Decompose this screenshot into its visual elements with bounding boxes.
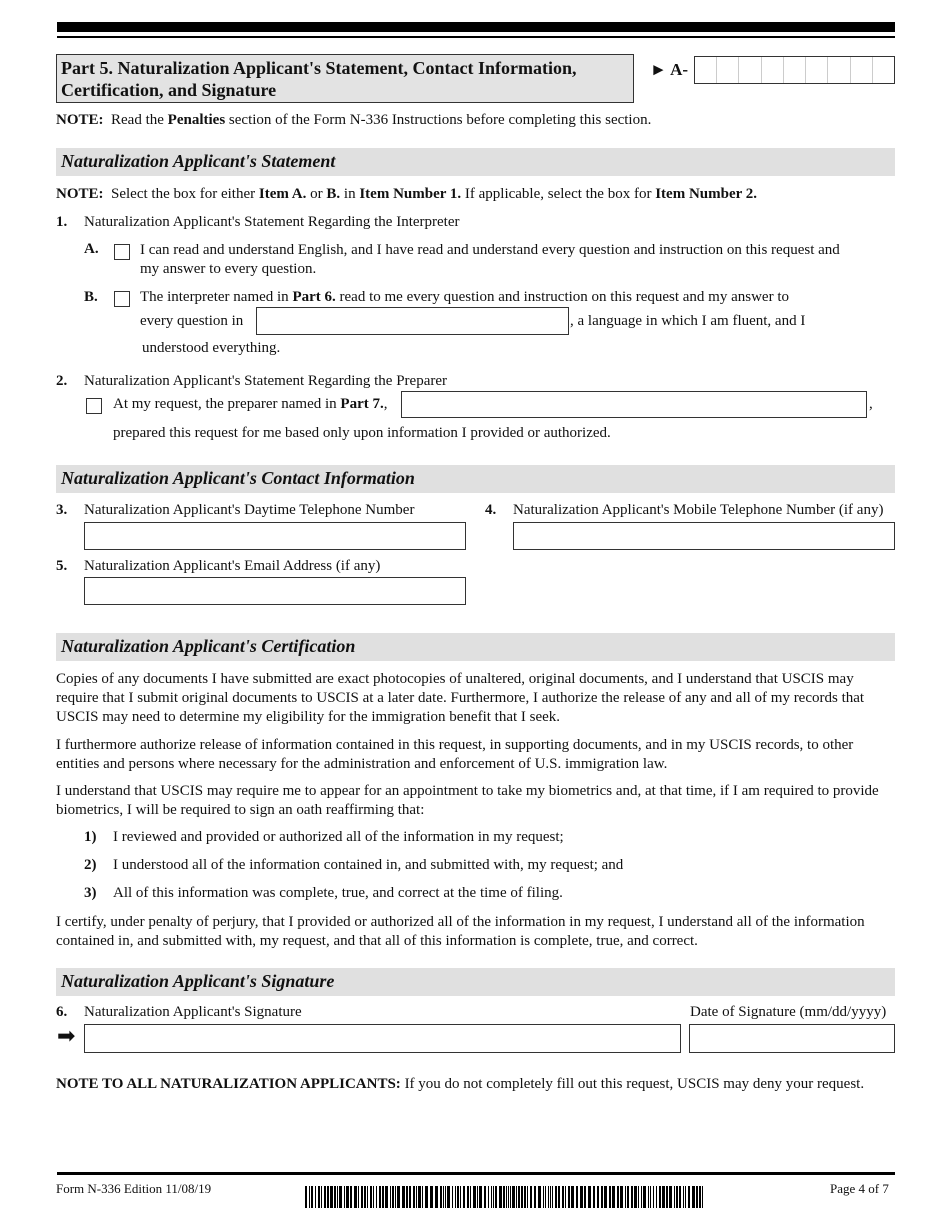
item-5-number: 5. xyxy=(56,558,68,574)
certification-paragraph-3: I understand that USCIS may require me to appear for an appointment to take my biometrics and, at that time, if I am required to provide biometrics, I will be required to sign an oath reaffirming that: xyxy=(56,783,879,818)
certification-paragraph-2: I furthermore authorize release of information contained in this request, in supporting documents, and in my USCIS records, to other entities and persons where necessary for the administration and enforcement of U.S. immigration law. xyxy=(56,737,854,772)
preparer-name-input[interactable] xyxy=(401,391,867,418)
top-rule-thin xyxy=(57,36,895,38)
arrow-right-icon: ➡ xyxy=(57,1023,76,1048)
section-statement-heading: Naturalization Applicant's Statement xyxy=(56,148,895,176)
item-1b-text-line3: understood everything. xyxy=(142,340,281,356)
section-certification-heading: Naturalization Applicant's Certification xyxy=(56,633,895,661)
part-5-title: Part 5. Naturalization Applicant's Statement, Contact Information, Certification, and Signature xyxy=(56,54,634,103)
mobile-phone-input[interactable] xyxy=(513,522,895,550)
item-1b-text-line2a: every question in xyxy=(140,313,244,329)
item-1b-text-line1: The interpreter named in Part 6. read to me every question and instruction on this request and my answer to xyxy=(140,289,789,305)
item-2-comma: , xyxy=(869,396,873,412)
item-1a-checkbox[interactable] xyxy=(114,244,130,260)
item-4-label: Naturalization Applicant's Mobile Telephone Number (if any) xyxy=(513,502,884,518)
oath-item-2-text: I understood all of the information contained in, and submitted with, my request; and xyxy=(113,857,624,873)
intro-note: NOTE: Read the Penalties section of the Form N-336 Instructions before completing this section. xyxy=(56,112,652,128)
item-4-number: 4. xyxy=(485,502,497,518)
final-note: NOTE TO ALL NATURALIZATION APPLICANTS: If you do not completely fill out this request, USCIS may deny your request. xyxy=(56,1076,865,1092)
a-number-input[interactable] xyxy=(694,56,895,84)
item-2-label: Naturalization Applicant's Statement Regarding the Preparer xyxy=(84,373,448,389)
statement-note: NOTE: Select the box for either Item A. or B. in Item Number 1. If applicable, select the box for Item Number 2. xyxy=(56,186,758,202)
oath-item-1-text: I reviewed and provided or authorized all of the information in my request; xyxy=(113,829,564,845)
date-of-signature-label: Date of Signature (mm/dd/yyyy) xyxy=(690,1004,887,1020)
oath-item-1-number: 1) xyxy=(84,829,97,845)
oath-item-3-text: All of this information was complete, true, and correct at the time of filing. xyxy=(113,885,563,901)
item-1a-letter: A. xyxy=(84,241,99,257)
item-1b-checkbox[interactable] xyxy=(114,291,130,307)
top-rule-thick xyxy=(57,22,895,32)
item-1-label: Naturalization Applicant's Statement Regarding the Interpreter xyxy=(84,214,460,230)
date-of-signature-input[interactable] xyxy=(689,1024,895,1053)
item-2-checkbox[interactable] xyxy=(86,398,102,414)
page-number: Page 4 of 7 xyxy=(830,1181,889,1196)
email-input[interactable] xyxy=(84,577,466,605)
item-2-text: At my request, the preparer named in Part 7., xyxy=(113,396,388,412)
item-5-label: Naturalization Applicant's Email Address (if any) xyxy=(84,558,381,574)
certification-paragraph-4: I certify, under penalty of perjury, that I provided or authorized all of the information in my request, I understand all of the information contained in, and submitted with, my request, and that all of this information is complete, true, and correct. xyxy=(56,914,865,949)
item-3-number: 3. xyxy=(56,502,68,518)
oath-item-2-number: 2) xyxy=(84,857,97,873)
item-6-label: Naturalization Applicant's Signature xyxy=(84,1004,302,1020)
certification-paragraph-1: Copies of any documents I have submitted are exact photocopies of unaltered, original documents, and I understand that USCIS may require that I submit original documents to USCIS at a later date. Furthermore, I authorize the release of any and all of my records that USCIS may need to determine my eligibility for the immigration benefit that I seek. xyxy=(56,671,865,725)
item-1-number: 1. xyxy=(56,214,68,230)
item-3-label: Naturalization Applicant's Daytime Telephone Number xyxy=(84,502,415,518)
daytime-phone-input[interactable] xyxy=(84,522,466,550)
item-1b-letter: B. xyxy=(84,289,98,305)
section-signature-heading: Naturalization Applicant's Signature xyxy=(56,968,895,996)
form-edition: Form N-336 Edition 11/08/19 xyxy=(56,1181,212,1196)
item-1b-text-line2b: , a language in which I am fluent, and I xyxy=(570,313,806,329)
item-2-text-line2: prepared this request for me based only upon information I provided or authorized. xyxy=(113,425,611,441)
interpreter-language-input[interactable] xyxy=(256,307,569,335)
section-contact-heading: Naturalization Applicant's Contact Information xyxy=(56,465,895,493)
a-number-label: ► A- xyxy=(650,60,689,79)
applicant-signature-input[interactable] xyxy=(84,1024,681,1053)
item-1a-text: I can read and understand English, and I have read and understand every question and instruction on this request and my answer to every question. xyxy=(140,242,840,277)
barcode-image xyxy=(305,1186,713,1208)
bottom-rule xyxy=(57,1172,895,1175)
item-2-number: 2. xyxy=(56,373,68,389)
item-6-number: 6. xyxy=(56,1004,68,1020)
oath-item-3-number: 3) xyxy=(84,885,97,901)
